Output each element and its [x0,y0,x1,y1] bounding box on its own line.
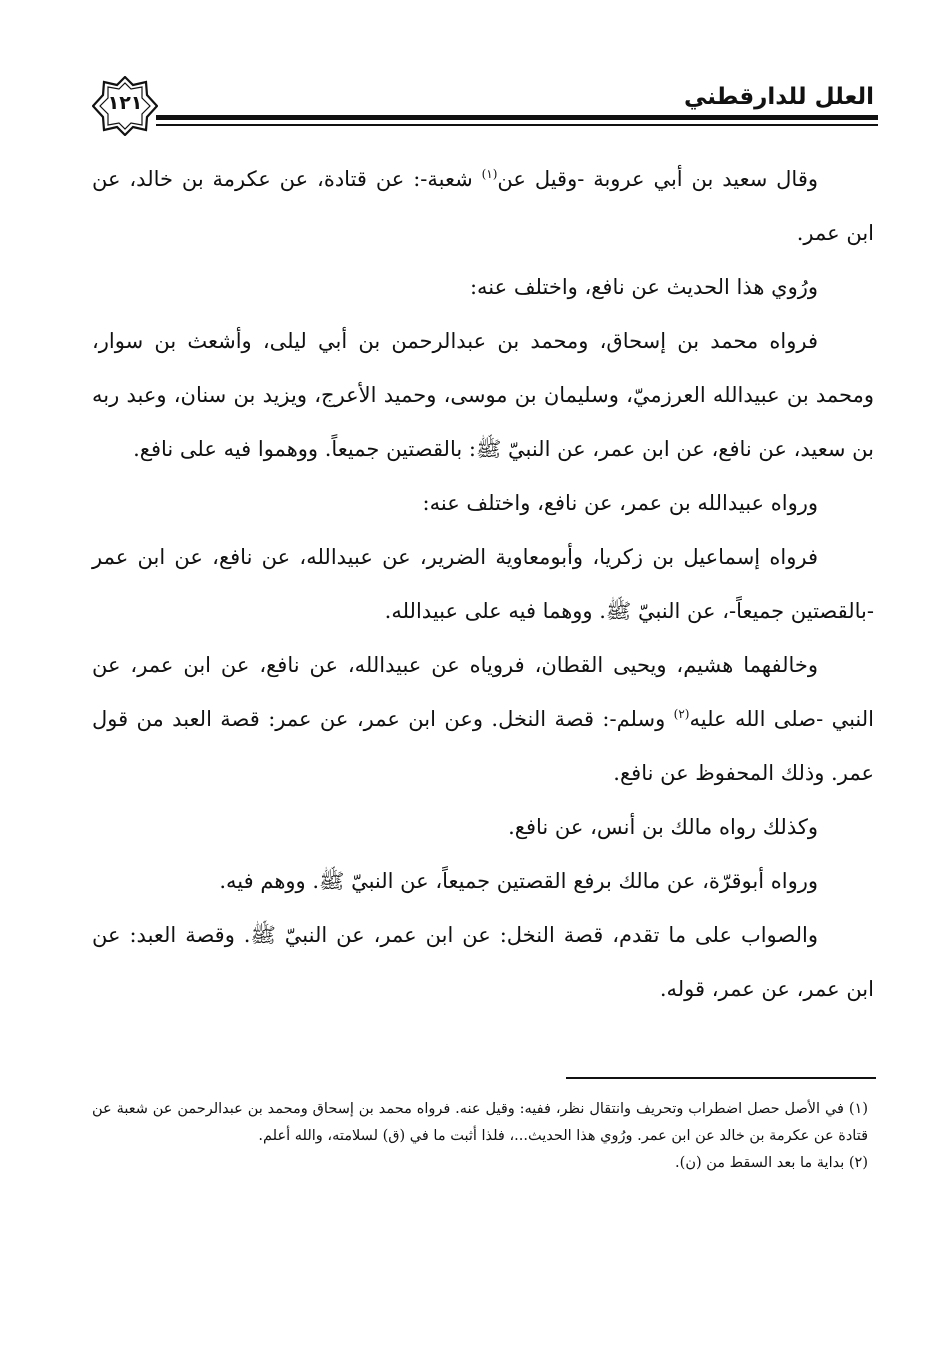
paragraph-text: شعبة-: عن قتادة، عن عكرمة بن خالد، عن ابن عمر. [92,167,874,245]
footnotes [92,1096,868,1177]
header-rule-thin [156,124,878,126]
paragraph: فرواه إسماعيل بن زكريا، وأبومعاوية الضرير، عن عبيدالله، عن نافع، عن ابن عمر -بالقصتين جميعاً-، عن النبيّ ﷺ. ووهما فيه على عبيدالله. [92,545,874,623]
page-header [92,76,878,136]
book-title: العلل للدارقطني [684,84,874,110]
paragraph: ورُوي هذا الحديث عن نافع، واختلف عنه: [469,275,818,299]
header-rule-thick [156,115,878,120]
page-number-badge [92,76,158,136]
main-text [92,152,874,1016]
paragraph: وكذلك رواه مالك بن أنس، عن نافع. [508,815,818,839]
page-number: ١٢١ [107,92,143,114]
paragraph-text: وخالفهما هشيم، ويحيى القطان، فروياه عن عبيدالله، عن نافع، عن ابن عمر، عن النبي -صلى الله عليه [92,653,874,731]
paragraph-text: وسلم-: قصة النخل. وعن ابن عمر، عن عمر: قصة العبد من قول عمر. وذلك المحفوظ عن نافع. [92,707,874,785]
paragraph: ورواه أبوقرّة، عن مالك برفع القصتين جميعاً، عن النبيّ ﷺ. ووهم فيه. [219,869,818,893]
paragraph [92,152,874,260]
paragraph: والصواب على ما تقدم، قصة النخل: عن ابن عمر، عن النبيّ ﷺ. وقصة العبد: عن ابن عمر، عن عمر، قوله. [92,923,874,1001]
footnote: (٢) بداية ما بعد السقط من (ن). [675,1155,868,1171]
footnote: (١) في الأصل حصل اضطراب وتحريف وانتقال نظر، ففيه: وقيل عنه. فرواه محمد بن إسحاق ومحمد بن عبدالرحمن عن شعبة عن قتادة عن عكرمة بن خالد عن ابن عمر. ورُوي هذا الحديث...، فلذا أثبت ما في (ق) لسلامته، والله أعلم. [92,1101,868,1144]
paragraph: فرواه محمد بن إسحاق، ومحمد بن عبدالرحمن بن أبي ليلى، وأشعث بن سوار، ومحمد بن عبيدالله العرزميّ، وسليمان بن موسى، وحميد الأعرج، ويزيد بن سنان، وعبد ربه بن سعيد، عن نافع، عن ابن عمر، عن النبيّ ﷺ: بالقصتين جميعاً. ووهموا فيه على نافع. [92,329,874,461]
paragraph [92,638,874,800]
footnote-ref: (٢) [673,707,690,721]
footnote-ref: (١) [481,167,498,181]
paragraph: ورواه عبيدالله بن عمر، عن نافع، واختلف عنه: [422,491,818,515]
paragraph-text: وقال سعيد بن أبي عروبة -وقيل عن [497,167,819,191]
footnote-separator [566,1077,876,1079]
